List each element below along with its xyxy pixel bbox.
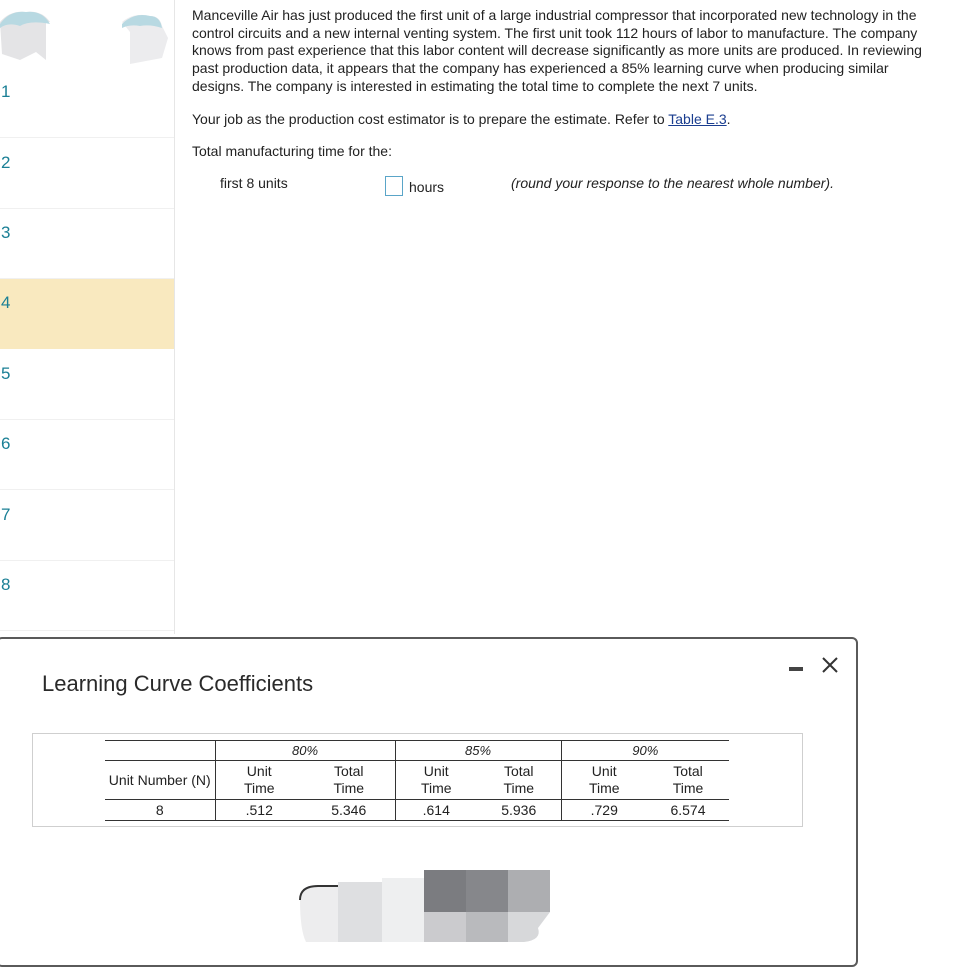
learning-curve-dialog xyxy=(0,637,858,967)
problem-content xyxy=(192,7,942,195)
unit-time-header: Unit Time xyxy=(561,761,647,800)
total-time-85-cell: 5.936 xyxy=(477,800,561,821)
learning-curve-table xyxy=(105,740,729,821)
unit-number-cell: 8 xyxy=(105,800,215,821)
sidebar-question-4[interactable] xyxy=(0,279,174,349)
redacted-image xyxy=(298,870,552,942)
question-number: 8 xyxy=(1,575,11,594)
sidebar-question-5[interactable] xyxy=(0,350,174,420)
question-number: 4 xyxy=(1,293,11,312)
percent-header-85: 85% xyxy=(395,741,561,761)
question-number: 1 xyxy=(1,82,11,101)
coefficient-table-frame xyxy=(32,733,803,827)
total-time-90-cell: 6.574 xyxy=(647,800,729,821)
percent-header-80: 80% xyxy=(215,741,395,761)
hours-unit-label: hours xyxy=(409,179,445,195)
sidebar-question-2[interactable] xyxy=(0,139,174,209)
unit-number-header: Unit Number (N) xyxy=(108,771,211,788)
question-sidebar xyxy=(0,0,175,634)
table-e3-link[interactable]: Table E.3 xyxy=(668,111,727,127)
table-row xyxy=(105,800,729,821)
question-number: 7 xyxy=(1,505,11,524)
unit-time-header: Unit Time xyxy=(395,761,477,800)
sidebar-question-6[interactable] xyxy=(0,420,174,490)
answer-input[interactable] xyxy=(385,176,403,196)
unit-time-90-cell: .729 xyxy=(561,800,647,821)
sidebar-question-1[interactable] xyxy=(0,68,174,138)
minimize-button[interactable] xyxy=(788,659,804,673)
sidebar-question-8[interactable] xyxy=(0,561,174,631)
total-time-label: Total manufacturing time for the: xyxy=(192,143,392,159)
unit-time-80-cell: .512 xyxy=(215,800,303,821)
job-instructions xyxy=(192,111,731,129)
problem-paragraph: Manceville Air has just produced the first unit of a large industrial compressor that incorporated new technology in the control circuits and a new internal venting system. The first unit took 112 hours of labor to manufacture. The company knows from past experience that this labor content will decrease significantly as more units are produced. In reviewing past production data, it appears that the company has experienced a 85% learning curve when producing similar designs. The company is interested in estimating the total time to complete the next 7 units. xyxy=(192,7,922,94)
question-number: 3 xyxy=(1,223,11,242)
unit-time-85-cell: .614 xyxy=(395,800,477,821)
rounding-note: (round your response to the nearest whole number). xyxy=(511,175,834,191)
question-number: 2 xyxy=(1,153,11,172)
total-time-80-cell: 5.346 xyxy=(303,800,395,821)
question-number: 6 xyxy=(1,434,11,453)
percent-header-90: 90% xyxy=(561,741,729,761)
sidebar-question-3[interactable] xyxy=(0,209,174,279)
answer-row xyxy=(192,175,942,205)
job-text: Your job as the production cost estimator is to prepare the estimate. Refer to xyxy=(192,111,669,127)
total-time-header: Total Time xyxy=(333,763,365,796)
first-units-label: first 8 units xyxy=(220,175,288,191)
dialog-title: Learning Curve Coefficients xyxy=(42,671,314,696)
sidebar-question-7[interactable] xyxy=(0,491,174,561)
job-suffix: . xyxy=(726,111,731,127)
question-number: 5 xyxy=(1,364,11,383)
close-icon[interactable] xyxy=(820,655,840,675)
cloud-decoration-icon xyxy=(120,12,168,66)
total-time-header: Total Time xyxy=(503,763,535,796)
total-time-header: Total Time xyxy=(672,763,704,796)
cloud-decoration-icon xyxy=(0,8,52,62)
unit-time-header: Unit Time xyxy=(215,761,303,800)
